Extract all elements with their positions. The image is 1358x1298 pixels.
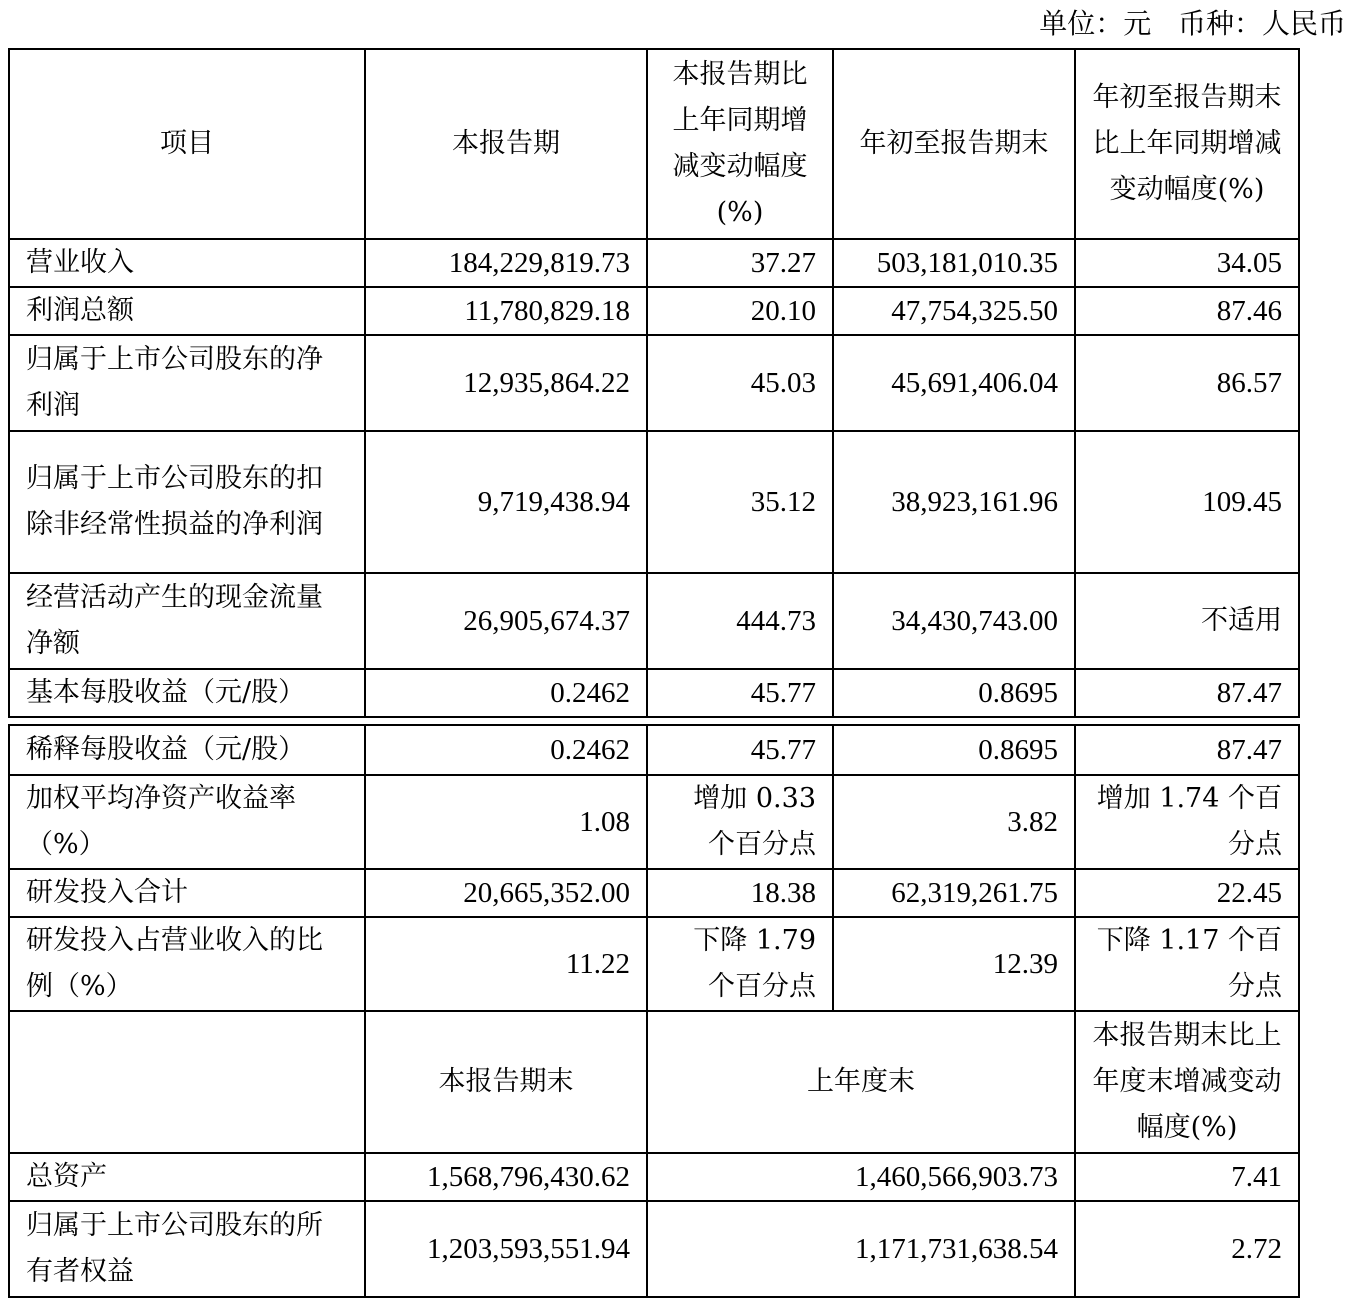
cell-current: 11,780,829.18 <box>365 287 647 335</box>
cell-period-end: 1,203,593,551.94 <box>365 1201 647 1297</box>
subheader-blank <box>9 1011 365 1153</box>
cell-ytd: 45,691,406.04 <box>833 335 1075 431</box>
cell-current: 11.22 <box>365 917 647 1011</box>
row-item-label: 利润总额 <box>9 287 365 335</box>
cell-current: 12,935,864.22 <box>365 335 647 431</box>
cell-prior-year-end: 1,460,566,903.73 <box>647 1153 1075 1201</box>
cell-current: 184,229,819.73 <box>365 239 647 287</box>
cell-current: 26,905,674.37 <box>365 573 647 669</box>
cell-change: 7.41 <box>1075 1153 1299 1201</box>
table-row <box>9 669 1299 717</box>
subheader-change: 本报告期末比上年度末增减变动幅度(%) <box>1075 1011 1299 1153</box>
cell-ytd-change: 34.05 <box>1075 239 1299 287</box>
row-item-label: 基本每股收益（元/股） <box>9 669 365 717</box>
unit-currency-note: 单位：元 币种：人民币 <box>1039 7 1346 40</box>
cell-current-change: 45.03 <box>647 335 833 431</box>
cell-ytd-change: 87.47 <box>1075 725 1299 775</box>
cell-current: 1.08 <box>365 775 647 869</box>
cell-current-change: 20.10 <box>647 287 833 335</box>
cell-prior-year-end: 1,171,731,638.54 <box>647 1201 1075 1297</box>
cell-ytd-change: 22.45 <box>1075 869 1299 917</box>
row-item-label: 研发投入合计 <box>9 869 365 917</box>
table-row <box>9 573 1299 669</box>
table-row <box>9 1153 1299 1201</box>
cell-ytd: 0.8695 <box>833 725 1075 775</box>
cell-current-change: 37.27 <box>647 239 833 287</box>
cell-current-change: 18.38 <box>647 869 833 917</box>
table-row <box>9 239 1299 287</box>
cell-ytd-change: 不适用 <box>1075 573 1299 669</box>
header-current-change: 本报告期比上年同期增减变动幅度(%) <box>647 49 833 239</box>
row-item-label: 稀释每股收益（元/股） <box>9 725 365 775</box>
cell-current: 0.2462 <box>365 669 647 717</box>
cell-ytd: 47,754,325.50 <box>833 287 1075 335</box>
header-ytd-change: 年初至报告期末比上年同期增减变动幅度(%) <box>1075 49 1299 239</box>
cell-ytd: 3.82 <box>833 775 1075 869</box>
cell-period-end: 1,568,796,430.62 <box>365 1153 647 1201</box>
cell-ytd-change: 109.45 <box>1075 431 1299 573</box>
cell-current-change: 444.73 <box>647 573 833 669</box>
cell-ytd: 34,430,743.00 <box>833 573 1075 669</box>
row-item-label: 总资产 <box>9 1153 365 1201</box>
financial-data-table-part1 <box>8 48 1300 718</box>
table-row <box>9 431 1299 573</box>
subheader-prior-year-end: 上年度末 <box>647 1011 1075 1153</box>
table-row <box>9 775 1299 869</box>
cell-ytd: 12.39 <box>833 917 1075 1011</box>
cell-current-change: 增加 0.33 个百分点 <box>647 775 833 869</box>
table-row <box>9 1201 1299 1297</box>
row-item-label: 归属于上市公司股东的净利润 <box>9 335 365 431</box>
cell-current-change: 45.77 <box>647 725 833 775</box>
subheader-period-end: 本报告期末 <box>365 1011 647 1153</box>
row-item-label: 营业收入 <box>9 239 365 287</box>
cell-ytd-change: 87.46 <box>1075 287 1299 335</box>
table-header-row <box>9 49 1299 239</box>
table-row <box>9 725 1299 775</box>
cell-current: 0.2462 <box>365 725 647 775</box>
cell-ytd-change: 增加 1.74 个百分点 <box>1075 775 1299 869</box>
header-item: 项目 <box>9 49 365 239</box>
cell-current-change: 下降 1.79 个百分点 <box>647 917 833 1011</box>
cell-ytd: 62,319,261.75 <box>833 869 1075 917</box>
cell-ytd: 0.8695 <box>833 669 1075 717</box>
cell-ytd: 38,923,161.96 <box>833 431 1075 573</box>
cell-change: 2.72 <box>1075 1201 1299 1297</box>
balance-header-row <box>9 1011 1299 1153</box>
table-row <box>9 287 1299 335</box>
table-row <box>9 335 1299 431</box>
row-item-label: 经营活动产生的现金流量净额 <box>9 573 365 669</box>
cell-ytd-change: 下降 1.17 个百分点 <box>1075 917 1299 1011</box>
header-ytd: 年初至报告期末 <box>833 49 1075 239</box>
cell-ytd-change: 86.57 <box>1075 335 1299 431</box>
cell-current: 9,719,438.94 <box>365 431 647 573</box>
table-row <box>9 917 1299 1011</box>
cell-ytd-change: 87.47 <box>1075 669 1299 717</box>
row-item-label: 加权平均净资产收益率（%） <box>9 775 365 869</box>
cell-ytd: 503,181,010.35 <box>833 239 1075 287</box>
row-item-label: 归属于上市公司股东的所有者权益 <box>9 1201 365 1297</box>
cell-current-change: 35.12 <box>647 431 833 573</box>
table-row <box>9 869 1299 917</box>
cell-current-change: 45.77 <box>647 669 833 717</box>
financial-data-table-part2 <box>8 724 1300 1298</box>
row-item-label: 研发投入占营业收入的比例（%） <box>9 917 365 1011</box>
cell-current: 20,665,352.00 <box>365 869 647 917</box>
header-current-period: 本报告期 <box>365 49 647 239</box>
row-item-label: 归属于上市公司股东的扣除非经常性损益的净利润 <box>9 431 365 573</box>
